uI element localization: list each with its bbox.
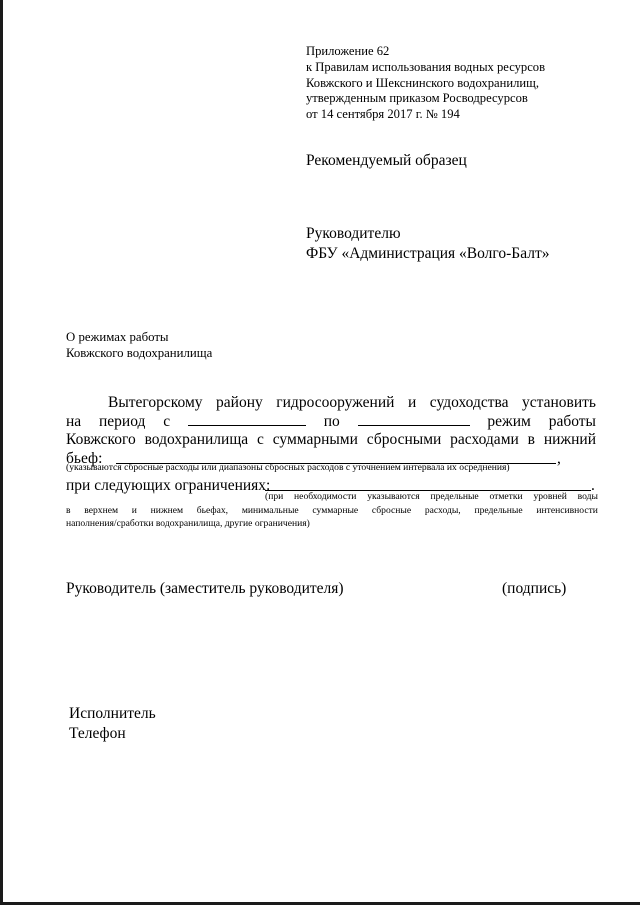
tailwater-label: бьеф: xyxy=(66,450,103,467)
body-word: гидросооружений xyxy=(276,394,395,411)
body-word: нижний xyxy=(543,431,596,448)
body-word: водохранилища xyxy=(144,431,249,448)
annex-approval: утвержденным приказом Росводресурсов xyxy=(306,91,528,106)
body-word: по xyxy=(323,413,340,430)
executor-block xyxy=(69,704,156,744)
sample-label: Рекомендуемый образец xyxy=(306,152,467,169)
annex-order-date: от 14 сентября 2017 г. № 194 xyxy=(306,107,460,122)
body-line-3 xyxy=(66,430,596,449)
body-word: на xyxy=(66,413,82,430)
note-word: верхнем xyxy=(84,505,119,516)
signer-title: Руководитель (заместитель руководителя) xyxy=(66,580,344,597)
addressee-block xyxy=(306,224,549,264)
subject-line-1: О режимах работы xyxy=(66,330,169,344)
note-word: воды xyxy=(577,491,598,502)
note-word: предельные xyxy=(474,505,523,516)
note-word: указываются xyxy=(367,491,420,502)
body-word: району xyxy=(216,394,263,411)
note-word: в xyxy=(66,505,71,516)
note-word: отметки xyxy=(489,491,523,502)
note-word: минимальные xyxy=(241,505,299,516)
annex-header xyxy=(306,44,626,123)
addressee-organization: ФБУ «Администрация «Волго-Балт» xyxy=(306,245,550,262)
note-word: бьефах, xyxy=(196,505,229,516)
addressee-title: Руководителю xyxy=(306,225,401,242)
note-word: и xyxy=(131,505,137,516)
subject-line-2: Ковжского водохранилища xyxy=(66,345,213,360)
restrictions-note-line-2 xyxy=(66,505,598,516)
body-line-2 xyxy=(66,412,596,431)
body-word: режим xyxy=(487,413,531,430)
period-end-field[interactable] xyxy=(358,412,470,426)
restrictions-label: при следующих ограничениях: xyxy=(66,477,271,494)
annex-number: Приложение 62 xyxy=(306,44,390,58)
restrictions-field[interactable] xyxy=(265,478,591,491)
note-word: расходы, xyxy=(424,505,461,516)
body-word: с xyxy=(163,413,171,430)
tailwater-comma: , xyxy=(557,450,561,467)
note-word: предельные xyxy=(430,491,479,502)
body-word: в xyxy=(527,431,535,448)
body-word: с xyxy=(257,431,264,448)
body-word: период xyxy=(99,413,146,430)
body-word: расходами xyxy=(450,431,519,448)
body-word: суммарными xyxy=(272,431,358,448)
restrictions-period: . xyxy=(591,477,595,494)
body-word: установить xyxy=(522,394,596,411)
note-word: сбросные xyxy=(371,505,412,516)
body-word: работы xyxy=(548,413,596,430)
note-word: интенсивности xyxy=(536,505,598,516)
annex-rules-ref: к Правилам использования водных ресурсов xyxy=(306,59,546,74)
note-word: необходимости xyxy=(294,491,357,502)
body-word: Вытегорскому xyxy=(108,394,203,411)
restrictions-note-line-3: наполнения/сработки водохранилища, другие ограничения) xyxy=(66,518,310,529)
note-word: (при xyxy=(265,491,284,502)
body-word: сбросными xyxy=(366,431,442,448)
executor-label: Исполнитель xyxy=(69,705,156,722)
body-line-1 xyxy=(66,393,596,412)
signature-label: (подпись) xyxy=(502,580,567,597)
note-word: суммарные xyxy=(312,505,359,516)
discharge-note: (указываются сбросные расходы или диапазоны сбросных расходов с уточнением интервала их осреднения) xyxy=(66,462,510,473)
note-word: уровней xyxy=(533,491,567,502)
annex-reservoirs: Ковжского и Шекснинского водохранилищ, xyxy=(306,75,539,90)
body-word: Ковжского xyxy=(66,431,136,448)
scan-edge-left xyxy=(0,0,3,905)
restrictions-note-line-1 xyxy=(265,491,598,502)
body-word: судоходства xyxy=(429,394,509,411)
subject-block xyxy=(66,330,212,362)
phone-label: Телефон xyxy=(69,725,126,742)
note-word: нижнем xyxy=(150,505,184,516)
body-word: и xyxy=(407,394,417,411)
period-start-field[interactable] xyxy=(188,412,306,426)
